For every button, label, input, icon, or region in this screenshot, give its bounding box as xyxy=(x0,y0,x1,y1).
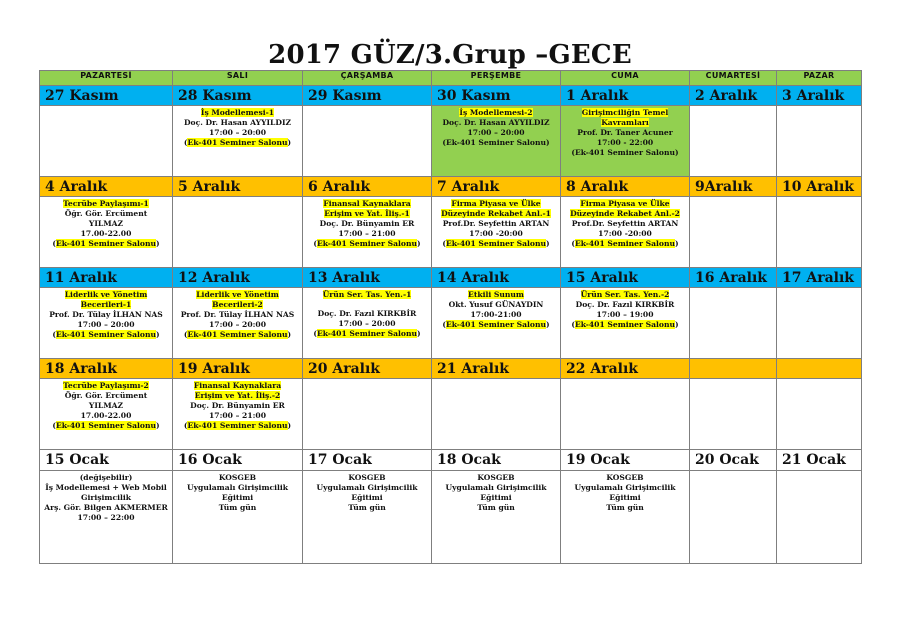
date-cell: 21 Aralık xyxy=(432,359,561,379)
session-line xyxy=(173,411,302,421)
session-line xyxy=(561,503,689,513)
session-line xyxy=(40,320,172,330)
session-line xyxy=(561,493,689,503)
session-cell xyxy=(777,471,862,564)
session-line xyxy=(173,128,302,138)
session-line xyxy=(303,209,431,219)
session-line xyxy=(173,300,302,310)
bracket: ( xyxy=(571,320,575,329)
session-line xyxy=(173,483,302,493)
bracket: ) xyxy=(546,320,550,329)
session-detail: 17:00 -20:00 xyxy=(469,229,523,238)
session-line xyxy=(432,138,560,148)
session-line xyxy=(432,483,560,493)
session-detail: Doç. Dr. Fazıl KIRKBİR xyxy=(575,300,675,309)
day-header: PAZARTESİ xyxy=(40,71,173,86)
session-line xyxy=(303,219,431,229)
session-cell xyxy=(777,379,862,450)
session-cell xyxy=(303,106,432,177)
session-detail: 17:00-21:00 xyxy=(470,310,522,319)
session-line xyxy=(173,473,302,483)
session-detail: Eğitimi xyxy=(480,493,512,502)
session-detail: Prof.Dr. Seyfettin ARTAN xyxy=(442,219,550,228)
session-line xyxy=(40,493,172,503)
course-title: Becerileri-2 xyxy=(212,300,263,309)
session-detail: YILMAZ xyxy=(88,401,124,410)
session-detail: 17:00 – 20:00 xyxy=(467,128,525,137)
session-line xyxy=(40,513,172,523)
date-cell: 22 Aralık xyxy=(561,359,690,379)
session-detail: 17:00 -20:00 xyxy=(598,229,652,238)
session-detail: 17:00 – 21:00 xyxy=(209,411,266,420)
session-detail: 17:00 – 19:00 xyxy=(596,310,654,319)
session-detail: Uygulamalı Girişimcilik xyxy=(445,483,547,492)
session-detail: Okt. Yusuf GÜNAYDIN xyxy=(448,300,544,309)
session-line xyxy=(432,108,560,118)
session-line xyxy=(303,473,431,483)
room-label: Ek-401 Seminer Salonu xyxy=(55,421,157,430)
date-cell: 2 Aralık xyxy=(690,86,777,106)
course-title: Finansal Kaynaklara xyxy=(193,381,282,390)
session-line xyxy=(561,148,689,158)
session-line xyxy=(561,320,689,330)
date-cell xyxy=(777,359,862,379)
date-cell: 28 Kasım xyxy=(173,86,303,106)
date-cell: 21 Ocak xyxy=(777,450,862,471)
session-line xyxy=(173,503,302,513)
bracket: ( xyxy=(313,239,317,248)
session-cell xyxy=(561,379,690,450)
session-line xyxy=(40,300,172,310)
session-line xyxy=(303,239,431,249)
course-title: Düzeyinde Rekabet Anl.-2 xyxy=(570,209,680,218)
bracket: ( xyxy=(183,330,188,339)
date-cell: 19 Aralık xyxy=(173,359,303,379)
session-line xyxy=(561,473,689,483)
session-cell xyxy=(303,379,432,450)
bracket: ( xyxy=(442,239,446,248)
session-detail: KOSGEB xyxy=(477,473,515,482)
course-title: Erişim ve Yat. İliş.-2 xyxy=(194,391,281,400)
course-title: Etkili Sunum xyxy=(468,290,524,299)
bracket: ( xyxy=(183,138,188,147)
room-label: Ek-401 Seminer Salonu xyxy=(316,329,418,338)
session-cell xyxy=(40,197,173,268)
session-cell xyxy=(432,471,561,564)
session-line xyxy=(303,503,431,513)
session-line xyxy=(40,290,172,300)
session-cell xyxy=(173,197,303,268)
session-cell xyxy=(173,288,303,359)
date-cell xyxy=(690,359,777,379)
session-cell xyxy=(173,106,303,177)
session-detail: Arş. Gör. Bilgen AKMERMER xyxy=(44,503,168,512)
session-detail: 17:00 - 22:00 xyxy=(596,138,654,147)
session-detail: Girişimcilik xyxy=(81,493,131,502)
session-cell xyxy=(432,106,561,177)
session-line xyxy=(40,330,172,340)
session-cell xyxy=(40,106,173,177)
session-line xyxy=(432,219,560,229)
bracket: ) xyxy=(287,330,292,339)
course-title: Finansal Kaynaklara xyxy=(323,199,411,208)
session-line xyxy=(40,209,172,219)
course-title: Ürün Ser. Tas. Yen.-2 xyxy=(580,290,670,299)
session-line xyxy=(303,483,431,493)
session-line xyxy=(173,493,302,503)
date-cell: 17 Ocak xyxy=(303,450,432,471)
session-line xyxy=(303,229,431,239)
session-line xyxy=(173,391,302,401)
session-line xyxy=(561,128,689,138)
session-line xyxy=(40,421,172,431)
session-cell xyxy=(690,106,777,177)
session-line xyxy=(303,329,431,339)
session-line xyxy=(173,421,302,431)
session-row xyxy=(40,288,862,359)
session-detail: Tüm gün xyxy=(348,503,386,512)
session-detail: (Ek-401 Seminer Salonu) xyxy=(442,138,550,147)
date-cell: 18 Ocak xyxy=(432,450,561,471)
day-header: CUMA xyxy=(561,71,690,86)
bracket: ( xyxy=(442,320,446,329)
bracket: ) xyxy=(675,239,679,248)
session-cell xyxy=(690,471,777,564)
session-line xyxy=(173,381,302,391)
session-line xyxy=(173,108,302,118)
session-cell xyxy=(561,197,690,268)
room-label: Ek-401 Seminer Salonu xyxy=(187,138,288,147)
session-cell xyxy=(777,288,862,359)
date-cell: 12 Aralık xyxy=(173,268,303,288)
session-line xyxy=(303,290,431,300)
course-title: Ürün Ser. Tas. Yen.-1 xyxy=(322,290,412,299)
date-cell: 27 Kasım xyxy=(40,86,173,106)
session-detail: Doç. Dr. Bünyamin ER xyxy=(319,219,415,228)
room-label: Ek-401 Seminer Salonu xyxy=(574,239,676,248)
session-detail: Eğitimi xyxy=(351,493,383,502)
date-cell: 16 Ocak xyxy=(173,450,303,471)
session-line xyxy=(173,320,302,330)
session-cell xyxy=(303,288,432,359)
session-line xyxy=(40,381,172,391)
session-cell xyxy=(777,197,862,268)
schedule-table xyxy=(39,70,862,564)
date-cell: 15 Ocak xyxy=(40,450,173,471)
date-row xyxy=(40,359,862,379)
date-cell: 29 Kasım xyxy=(303,86,432,106)
course-title: Becerileri-1 xyxy=(80,300,132,309)
session-line xyxy=(432,128,560,138)
bracket: ) xyxy=(417,239,421,248)
session-detail: Tüm gün xyxy=(477,503,515,512)
session-cell xyxy=(561,471,690,564)
session-cell xyxy=(561,106,690,177)
bracket: ( xyxy=(313,329,317,338)
date-row xyxy=(40,86,862,106)
date-cell: 3 Aralık xyxy=(777,86,862,106)
session-detail: 17.00-22.00 xyxy=(80,411,132,420)
session-line xyxy=(561,300,689,310)
spacer xyxy=(303,300,431,309)
session-line xyxy=(432,290,560,300)
session-detail: Prof. Dr. Tülay İLHAN NAS xyxy=(180,310,295,319)
session-detail: Tüm gün xyxy=(218,503,257,512)
session-line xyxy=(173,290,302,300)
date-cell: 17 Aralık xyxy=(777,268,862,288)
room-label: Ek-401 Seminer Salonu xyxy=(187,421,288,430)
session-line xyxy=(432,229,560,239)
session-detail: Uygulamalı Girişimcilik xyxy=(316,483,418,492)
course-title: Liderlik ve Yönetim xyxy=(64,290,148,299)
session-line xyxy=(173,310,302,320)
session-detail: İş Modellemesi + Web Mobil xyxy=(45,483,167,492)
session-line xyxy=(40,473,172,483)
session-line xyxy=(432,199,560,209)
session-detail: Eğitimi xyxy=(221,493,254,502)
date-cell: 4 Aralık xyxy=(40,177,173,197)
session-cell xyxy=(303,197,432,268)
session-line xyxy=(173,118,302,128)
session-line xyxy=(561,108,689,118)
session-line xyxy=(40,239,172,249)
session-detail: 17:00 – 20:00 xyxy=(209,320,266,329)
bracket: ) xyxy=(287,138,292,147)
session-cell xyxy=(690,379,777,450)
session-detail: 17:00 – 21:00 xyxy=(338,229,396,238)
session-line xyxy=(432,493,560,503)
session-detail: Uygulamalı Girişimcilik xyxy=(186,483,289,492)
page-title: 2017 GÜZ/3.Grup –GECE xyxy=(268,40,632,70)
session-detail: Doç. Dr. Fazıl KIRKBİR xyxy=(317,309,417,318)
session-line xyxy=(40,483,172,493)
date-row xyxy=(40,268,862,288)
bracket: ( xyxy=(52,239,56,248)
date-cell: 14 Aralık xyxy=(432,268,561,288)
room-label: Ek-401 Seminer Salonu xyxy=(445,320,547,329)
room-label: Ek-401 Seminer Salonu xyxy=(445,239,547,248)
room-label: Ek-401 Seminer Salonu xyxy=(55,239,157,248)
day-header-row xyxy=(40,71,862,86)
session-detail: Doç. Dr. Hasan AYYILDIZ xyxy=(442,118,550,127)
date-row xyxy=(40,177,862,197)
session-cell xyxy=(561,288,690,359)
bracket: ) xyxy=(287,421,292,430)
session-cell xyxy=(432,197,561,268)
bracket: ) xyxy=(675,320,679,329)
date-cell: 8 Aralık xyxy=(561,177,690,197)
session-line xyxy=(561,118,689,128)
session-line xyxy=(303,309,431,319)
session-line xyxy=(432,118,560,128)
session-detail: KOSGEB xyxy=(606,473,644,482)
bracket: ) xyxy=(156,421,160,430)
date-cell: 16 Aralık xyxy=(690,268,777,288)
course-title: Firma Piyasa ve Ülke xyxy=(451,199,541,208)
room-label: Ek-401 Seminer Salonu xyxy=(187,330,288,339)
session-row xyxy=(40,471,862,564)
session-detail: (Ek-401 Seminer Salonu) xyxy=(571,148,679,157)
session-detail: Tüm gün xyxy=(606,503,644,512)
date-cell: 15 Aralık xyxy=(561,268,690,288)
session-line xyxy=(40,229,172,239)
session-line xyxy=(432,209,560,219)
session-row xyxy=(40,197,862,268)
session-line xyxy=(561,138,689,148)
session-line xyxy=(173,401,302,411)
session-cell xyxy=(303,471,432,564)
course-title: Erişim ve Yat. İliş.-1 xyxy=(324,209,410,218)
session-line xyxy=(561,483,689,493)
session-detail: Doç. Dr. Bünyamin ER xyxy=(190,401,285,410)
date-cell: 30 Kasım xyxy=(432,86,561,106)
date-cell: 1 Aralık xyxy=(561,86,690,106)
day-header: ÇARŞAMBA xyxy=(303,71,432,86)
course-title: Düzeyinde Rekabet Anl.-1 xyxy=(441,209,551,218)
date-cell: 11 Aralık xyxy=(40,268,173,288)
session-detail: Prof.Dr. Seyfettin ARTAN xyxy=(571,219,679,228)
date-cell: 7 Aralık xyxy=(432,177,561,197)
session-cell xyxy=(40,379,173,450)
session-line xyxy=(432,239,560,249)
session-line xyxy=(432,473,560,483)
session-cell xyxy=(40,288,173,359)
session-line xyxy=(173,330,302,340)
bracket: ) xyxy=(156,330,160,339)
session-detail: KOSGEB xyxy=(348,473,386,482)
session-detail: Öğr. Gör. Ercüment xyxy=(64,209,148,218)
day-header: CUMARTESİ xyxy=(690,71,777,86)
bracket: ( xyxy=(571,239,575,248)
session-cell xyxy=(173,379,303,450)
bracket: ) xyxy=(417,329,421,338)
date-cell: 19 Ocak xyxy=(561,450,690,471)
session-line xyxy=(432,503,560,513)
date-cell: 20 Ocak xyxy=(690,450,777,471)
session-detail: Prof. Dr. Taner Acuner xyxy=(577,128,673,137)
session-line xyxy=(40,401,172,411)
session-detail: 17:00 – 20:00 xyxy=(338,319,396,328)
session-line xyxy=(561,219,689,229)
room-label: Ek-401 Seminer Salonu xyxy=(316,239,418,248)
bracket: ( xyxy=(52,421,56,430)
session-line xyxy=(432,320,560,330)
course-title: İş Modellemesi-1 xyxy=(200,108,275,117)
session-detail: KOSGEB xyxy=(218,473,257,482)
session-detail: 17:00 – 20:00 xyxy=(209,128,266,137)
session-line xyxy=(173,138,302,148)
session-line xyxy=(561,290,689,300)
bracket: ) xyxy=(546,239,550,248)
day-header: SALI xyxy=(173,71,303,86)
session-line xyxy=(561,199,689,209)
date-cell: 5 Aralık xyxy=(173,177,303,197)
date-cell: 20 Aralık xyxy=(303,359,432,379)
date-row xyxy=(40,450,862,471)
session-cell xyxy=(432,379,561,450)
session-line xyxy=(303,319,431,329)
session-detail: Prof. Dr. Tülay İLHAN NAS xyxy=(49,310,163,319)
session-detail: (değişebilir) xyxy=(79,473,133,482)
course-title: Firma Piyasa ve Ülke xyxy=(580,199,670,208)
date-cell: 13 Aralık xyxy=(303,268,432,288)
course-title: Tecrübe Paylaşımı-1 xyxy=(63,199,149,208)
session-detail: Doç. Dr. Hasan AYYILDIZ xyxy=(183,118,292,127)
day-header: PAZAR xyxy=(777,71,862,86)
bracket: ) xyxy=(156,239,160,248)
room-label: Ek-401 Seminer Salonu xyxy=(55,330,157,339)
session-line xyxy=(561,239,689,249)
session-cell xyxy=(690,288,777,359)
session-cell xyxy=(40,471,173,564)
course-title: Tecrübe Paylaşımı-2 xyxy=(63,381,149,390)
date-cell: 6 Aralık xyxy=(303,177,432,197)
session-line xyxy=(432,310,560,320)
session-cell xyxy=(173,471,303,564)
session-detail: 17:00 – 22:00 xyxy=(77,513,135,522)
session-line xyxy=(561,229,689,239)
session-detail: 17:00 – 20:00 xyxy=(77,320,135,329)
session-detail: Uygulamalı Girişimcilik xyxy=(574,483,676,492)
session-detail: Eğitimi xyxy=(609,493,641,502)
bracket: ( xyxy=(52,330,56,339)
room-label: Ek-401 Seminer Salonu xyxy=(574,320,676,329)
course-title: Kavramları xyxy=(601,118,649,127)
session-detail: 17.00-22.00 xyxy=(80,229,132,238)
session-cell xyxy=(777,106,862,177)
session-line xyxy=(561,310,689,320)
session-line xyxy=(40,310,172,320)
course-title: İş Modellemesi-2 xyxy=(459,108,533,117)
date-cell: 18 Aralık xyxy=(40,359,173,379)
day-header: PERŞEMBE xyxy=(432,71,561,86)
session-line xyxy=(40,219,172,229)
session-detail: Öğr. Gör. Ercüment xyxy=(64,391,148,400)
session-line xyxy=(303,199,431,209)
session-line xyxy=(432,300,560,310)
session-line xyxy=(561,209,689,219)
date-cell: 10 Aralık xyxy=(777,177,862,197)
session-cell xyxy=(690,197,777,268)
session-line xyxy=(40,503,172,513)
session-line xyxy=(40,391,172,401)
session-line xyxy=(303,493,431,503)
session-row xyxy=(40,106,862,177)
session-line xyxy=(40,199,172,209)
session-row xyxy=(40,379,862,450)
course-title: Girişimciliğin Temel xyxy=(581,108,669,117)
bracket: ( xyxy=(183,421,188,430)
course-title: Liderlik ve Yönetim xyxy=(196,290,279,299)
date-cell: 9Aralık xyxy=(690,177,777,197)
session-line xyxy=(40,411,172,421)
session-cell xyxy=(432,288,561,359)
session-detail: YILMAZ xyxy=(88,219,124,228)
